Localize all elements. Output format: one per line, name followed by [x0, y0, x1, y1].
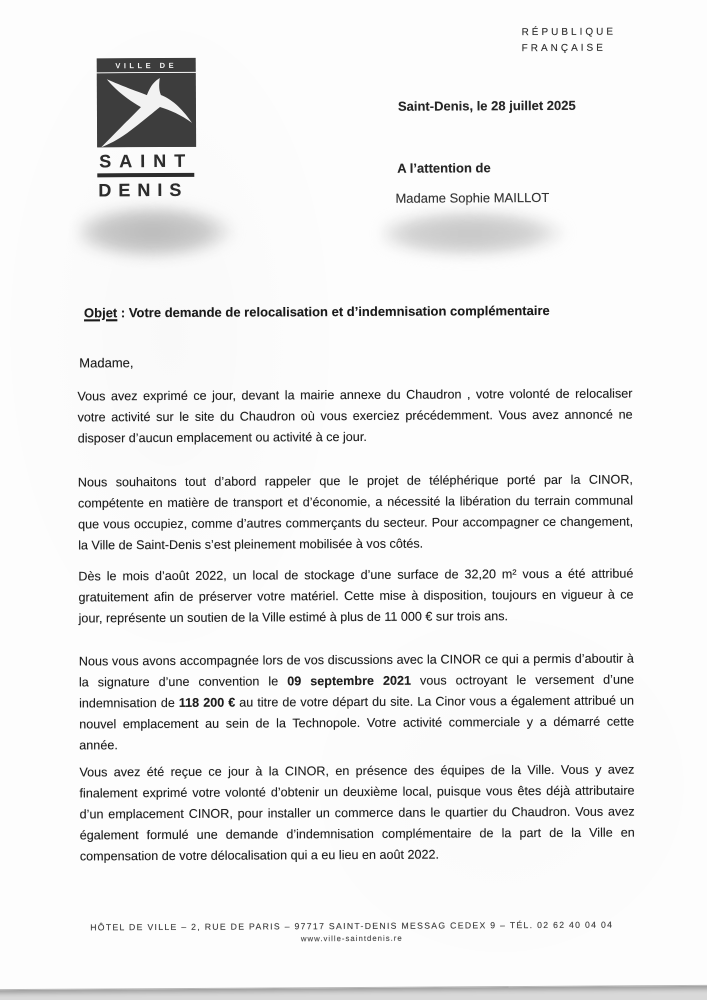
date-line: Saint-Denis, le 28 juillet 2025: [397, 97, 576, 114]
subject-text: Votre demande de relocalisation et d’indemnisation complémentaire: [128, 302, 550, 321]
paragraph-relocation-request: Vous avez exprimé ce jour, devant la mairie annexe du Chaudron , votre volonté de relocaliser votre activité sur le site du Chaudron où vous exerciez précédemment. Vous avez annoncé ne disposer d’aucun emplacement ou activité à ce jour.: [77, 386, 633, 446]
republique-line1: RÉPUBLIQUE: [521, 26, 617, 39]
logo-ville-de-banner: VILLE DE: [97, 58, 196, 73]
salutation: Madame,: [79, 355, 134, 371]
paragraph-cinor-convention: Nous vous avons accompagnée lors de vos discussions avec la CINOR ce qui a permis d’aboutir à la signature d’une convention le 09 septembre 2021 vous octroyant le versement d’une indemnisation de 118 200 € au titre de votre départ du site. La Cinor vous a également attribué un nouvel emplacement au sein de la Technopole. Votre activité commerciale y a démarré cette année.: [78, 651, 635, 753]
logo-word-saint: SAINT: [99, 150, 194, 172]
paragraph-storage-local: Dès le mois d’août 2022, un local de stockage d’une surface de 32,20 m² vous a été attribué gratuitement afin de préserver votre matériel. Cette mise à disposition, toujours en vigueur à ce jour, représente un soutien de la Ville estimé à plus de 11 000 € sur trois ans.: [78, 566, 634, 626]
subject-line: [84, 303, 550, 320]
tropicbird-icon: [97, 73, 196, 148]
footer-website-line: www.ville-saintdenis.re: [300, 933, 403, 944]
logo-word-denis: DENIS: [98, 179, 189, 200]
footer-address-line: HÔTEL DE VILLE – 2, RUE DE PARIS – 97717 SAINT-DENIS MESSAG CEDEX 9 – TÉL. 02 62 40 04 04: [90, 919, 614, 933]
paragraph-cable-car-project: Nous souhaitons tout d’abord rappeler que le projet de téléphérique porté par la CINOR, compétente en matière de transport et d’économie, a nécessité la libération du terrain communal que vous occupiez, comme d’autres commerçants du secteur. Pour accompagner ce changement, la Ville de Saint-Denis s’est pleinement mobilisée à vos côtés.: [77, 472, 634, 553]
redacted-recipient-address: [382, 208, 576, 261]
logo-square: [97, 73, 196, 148]
subject-label: Objet: [83, 305, 118, 321]
subject-separator: :: [117, 305, 129, 321]
redacted-sender-block: [78, 203, 254, 268]
recipient-name: Madame Sophie MAILLOT: [395, 189, 550, 206]
republique-francaise-mark: [522, 25, 617, 56]
attention-line: A l’attention de: [397, 160, 491, 176]
paragraph-second-local-request: Vous avez été reçue ce jour à la CINOR, en présence des équipes de la Ville. Vous y avez finalement exprimé votre volonté d’obtenir un deuxième local, puisque vous êtes déjà attributaire d’un emplacement CINOR, pour installer un commerce dans le quartier du Chaudron. Vous avez également formulé une demande d’indemnisation complémentaire de la part de la Ville en compensation de votre délocalisation qui a eu lieu en août 2022.: [79, 762, 635, 864]
republique-line2: FRANÇAISE: [521, 42, 606, 54]
logo-divider: [97, 173, 194, 177]
city-of-saint-denis-logo: [97, 58, 198, 201]
